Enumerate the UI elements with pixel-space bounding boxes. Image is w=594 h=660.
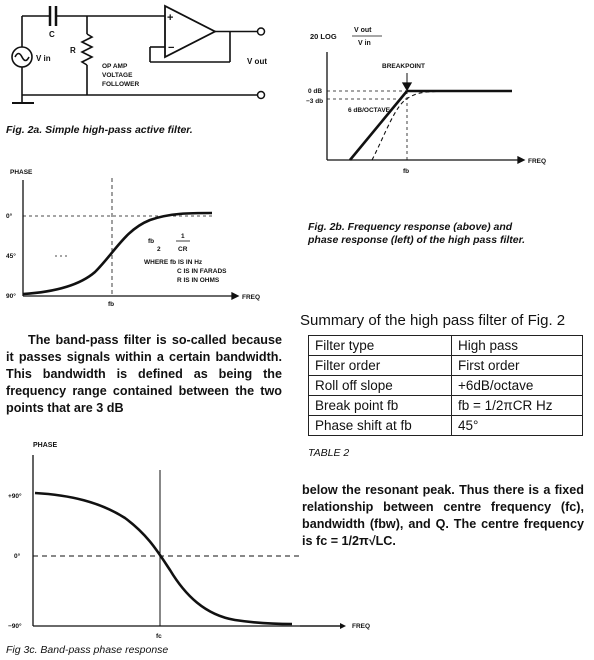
fig3c-caption: Fig 3c. Band-pass phase response <box>6 644 169 656</box>
table-row <box>309 416 583 436</box>
table-cell: Filter type <box>309 336 452 356</box>
fig3c-xlabel: FREQ <box>352 623 371 630</box>
label-plus: + <box>167 12 174 24</box>
fig3c-ytick-bottom: −90° <box>8 623 22 630</box>
where-line-3: R IS IN OHMS <box>177 277 220 284</box>
phase-left-ytick-0: 0° <box>6 213 13 220</box>
fig2b-title-den: V in <box>358 40 371 47</box>
where-line-2: C IS IN FARADS <box>177 268 227 275</box>
fig2b-actual-response <box>372 92 436 161</box>
table-cell: Filter order <box>309 356 452 376</box>
fig3c-ylabel: PHASE <box>33 442 58 449</box>
table-cell: 45° <box>452 416 583 436</box>
table-row <box>309 376 583 396</box>
table-cell: High pass <box>452 336 583 356</box>
phase-left-xlabel: FREQ <box>242 294 261 301</box>
fig2b-caption-line2: phase response (left) of the high pass filter. <box>308 234 526 246</box>
fig2b-asymptote-slope <box>350 91 407 160</box>
formula-den-b: CR <box>178 246 188 253</box>
fig2a-circuit <box>0 0 290 120</box>
phase-left-ytick-45: 45° <box>6 253 16 260</box>
fig2a-caption: Fig. 2a. Simple high-pass active filter. <box>6 124 193 136</box>
fig3c-chart <box>0 440 300 640</box>
phase-left-ytick-90: 90° <box>6 293 16 300</box>
fig2b-title: 20 LOG <box>310 32 337 41</box>
phase-left-xtick-fb: fb <box>108 301 115 308</box>
resistor-icon <box>82 34 92 65</box>
label-r: R <box>70 46 76 55</box>
fig2b-xtick-fb: fb <box>403 168 410 175</box>
output-terminal-top <box>258 28 265 35</box>
fig2b-xlabel: FREQ <box>528 158 547 165</box>
phase-left-chart <box>0 160 290 310</box>
fig2b-caption-line1: Fig. 2b. Frequency response (above) and <box>308 221 513 233</box>
body-left-paragraph <box>6 332 282 417</box>
fig2b-0db-label: 0 dB <box>308 88 323 95</box>
table2 <box>308 335 583 436</box>
table2-title: Summary of the high pass filter of Fig. 2 <box>300 312 566 329</box>
table-row <box>309 356 583 376</box>
formula-lhs: fb <box>148 238 155 245</box>
output-terminal-bottom <box>258 92 265 99</box>
table-cell: Break point fb <box>309 396 452 416</box>
fig2b-breakpoint-label: BREAKPOINT <box>382 63 425 70</box>
table-cell: Phase shift at fb <box>309 416 452 436</box>
ac-wave-icon <box>15 54 29 61</box>
formula-den-a: 2 <box>157 246 161 253</box>
fig3c-x-extension <box>300 619 360 633</box>
table-row <box>309 336 583 356</box>
table2-caption: TABLE 2 <box>308 447 350 459</box>
table-cell: +6dB/octave <box>452 376 583 396</box>
body-right-paragraph <box>302 482 584 550</box>
label-voltage: VOLTAGE <box>102 72 133 79</box>
label-minus: − <box>168 42 175 54</box>
table-cell: fb = 1/2πCR Hz <box>452 396 583 416</box>
body-right-text: below the resonant peak. Thus there is a fixed relationship between centre frequency (fc), bandwidth (fbw), and Q. The centre frequency is fc = 1/2π√LC. <box>302 483 584 548</box>
phase-left-ylabel: PHASE <box>10 169 33 176</box>
fig2b-chart <box>300 20 590 200</box>
body-left-text: The band-pass filter is so-called because it passes signals within a certain bandwidth. This bandwidth is defined as being the frequency range contained between the two points that are 3 dB <box>6 333 282 415</box>
fig2b-slope-label: 6 dB/OCTAVE <box>348 107 391 114</box>
label-vin: V in <box>36 54 51 63</box>
where-line-1: WHERE fb IS IN Hz <box>144 259 203 266</box>
fig2b-3db-label: −3 db <box>306 98 324 105</box>
phase-left-x-arrow <box>232 293 238 299</box>
table-cell: Roll off slope <box>309 376 452 396</box>
fig3c-ytick-top: +90° <box>8 493 22 500</box>
fig3c-xtick-fc: fc <box>156 633 162 640</box>
fig2b-title-num: V out <box>354 27 372 34</box>
fig2b-breakpoint-arrow-head <box>403 83 411 90</box>
fig3c-curve <box>35 493 292 624</box>
fig3c-x-arrow <box>340 623 346 629</box>
label-c: C <box>49 30 55 39</box>
label-follower: FOLLOWER <box>102 81 140 88</box>
label-vout: V out <box>247 57 267 66</box>
fig3c-ytick-mid: 0° <box>14 553 21 560</box>
label-opamp: OP AMP <box>102 63 128 70</box>
table-cell: First order <box>452 356 583 376</box>
table-row <box>309 396 583 416</box>
fig2b-x-arrow <box>518 157 524 163</box>
formula-num: 1 <box>181 233 185 240</box>
